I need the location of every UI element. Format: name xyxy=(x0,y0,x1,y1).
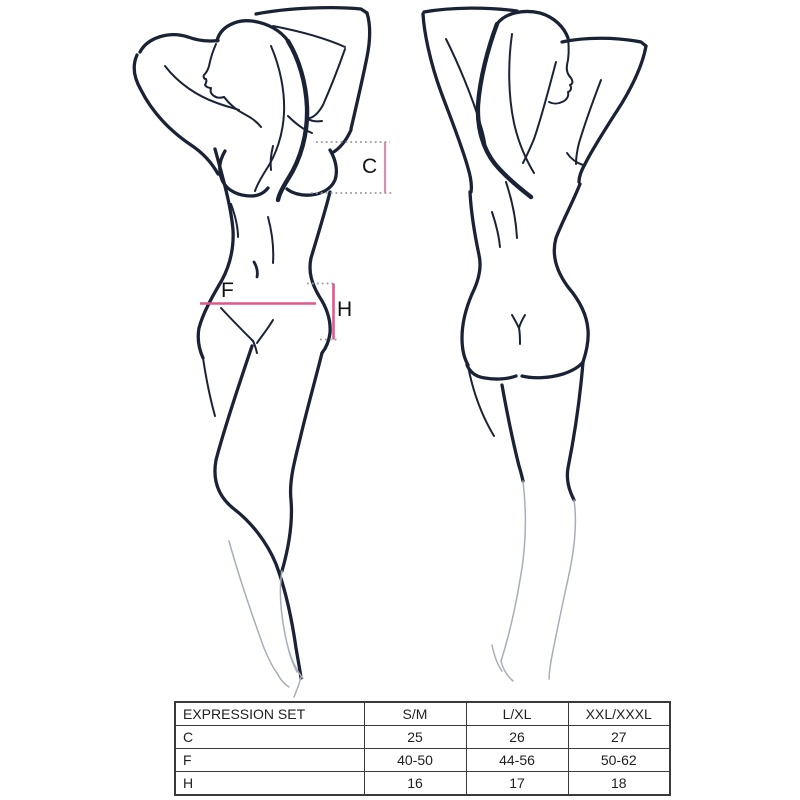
front-right-arm-top-line xyxy=(256,8,367,14)
back-center-leg-line xyxy=(502,385,523,481)
measure-label-h: H xyxy=(337,298,353,321)
size-table-col-sm: S/M xyxy=(364,702,466,726)
back-right-armpit-line xyxy=(567,153,583,165)
front-navel-mark xyxy=(254,262,257,277)
back-right-side-line xyxy=(554,184,588,362)
back-left-buttock-line xyxy=(467,365,516,379)
front-left-shin-line xyxy=(229,541,277,673)
size-table-col-xxlxxxl: XXL/XXXL xyxy=(568,702,670,726)
front-left-ankle-line xyxy=(277,673,289,687)
cell-c-sm: 25 xyxy=(364,726,466,749)
cell-h-lxl: 17 xyxy=(466,772,568,796)
cell-f-sm: 40-50 xyxy=(364,749,466,772)
front-right-forearm-inner-line xyxy=(307,49,345,121)
measure-label-f: F xyxy=(221,279,234,302)
front-bikini-right-line xyxy=(257,320,273,343)
size-table-row-f xyxy=(175,749,670,772)
back-left-side-line xyxy=(462,192,480,365)
front-right-ab-line xyxy=(268,217,273,263)
back-hair-nape-line xyxy=(523,62,556,163)
back-waist-accent-line xyxy=(492,212,500,247)
size-table-header-row xyxy=(175,702,670,726)
measure-label-c: C xyxy=(362,155,378,178)
cell-c-lxl: 26 xyxy=(466,726,568,749)
size-table xyxy=(174,701,671,796)
row-label-c: C xyxy=(175,726,364,749)
back-spine-line xyxy=(506,182,517,238)
row-label-f: F xyxy=(175,749,364,772)
front-right-arm-outer-line xyxy=(351,13,370,129)
front-hair-inner-line xyxy=(255,46,284,191)
back-crease-mark xyxy=(512,315,525,344)
front-left-arm-top-line xyxy=(140,35,218,52)
back-left-foot-line xyxy=(492,645,513,681)
size-table-row-h xyxy=(175,772,670,796)
back-left-arm-top-line xyxy=(424,8,517,12)
cell-h-sm: 16 xyxy=(364,772,466,796)
size-table-row-c xyxy=(175,726,670,749)
cell-c-xxl: 27 xyxy=(568,726,670,749)
row-label-h: H xyxy=(175,772,364,796)
back-right-buttock-line xyxy=(522,362,583,378)
back-face-profile-line xyxy=(549,38,572,104)
front-right-side-line xyxy=(310,192,330,353)
front-crossed-leg-line xyxy=(215,346,301,678)
back-right-foot-line xyxy=(549,661,551,679)
front-jaw-neck-line xyxy=(224,97,261,127)
front-head-top-line xyxy=(217,21,288,41)
back-hair-inner-line xyxy=(509,34,534,173)
back-left-shin-line xyxy=(501,481,525,661)
back-right-arm-inner-line xyxy=(576,80,601,164)
size-table-product-header: EXPRESSION SET xyxy=(175,702,364,726)
back-head-top-line xyxy=(497,11,568,38)
back-hair-outer-line xyxy=(478,24,531,197)
front-left-thigh-line xyxy=(203,358,215,416)
front-left-arm-inner-line xyxy=(165,66,239,110)
cell-f-xxl: 50-62 xyxy=(568,749,670,772)
back-right-shin-line xyxy=(551,500,575,661)
back-right-arm-top-line xyxy=(562,38,646,46)
size-table-col-lxl: L/XL xyxy=(466,702,568,726)
figure-back-line-art xyxy=(423,8,646,681)
front-right-leg-line xyxy=(282,353,322,571)
back-right-leg-line xyxy=(567,362,583,500)
cell-f-lxl: 44-56 xyxy=(466,749,568,772)
cell-h-xxl: 18 xyxy=(568,772,670,796)
front-left-side-line xyxy=(198,149,233,358)
front-bikini-left-line xyxy=(221,308,253,341)
figure-front-line-art xyxy=(134,8,369,697)
front-face-profile-line xyxy=(204,44,224,98)
